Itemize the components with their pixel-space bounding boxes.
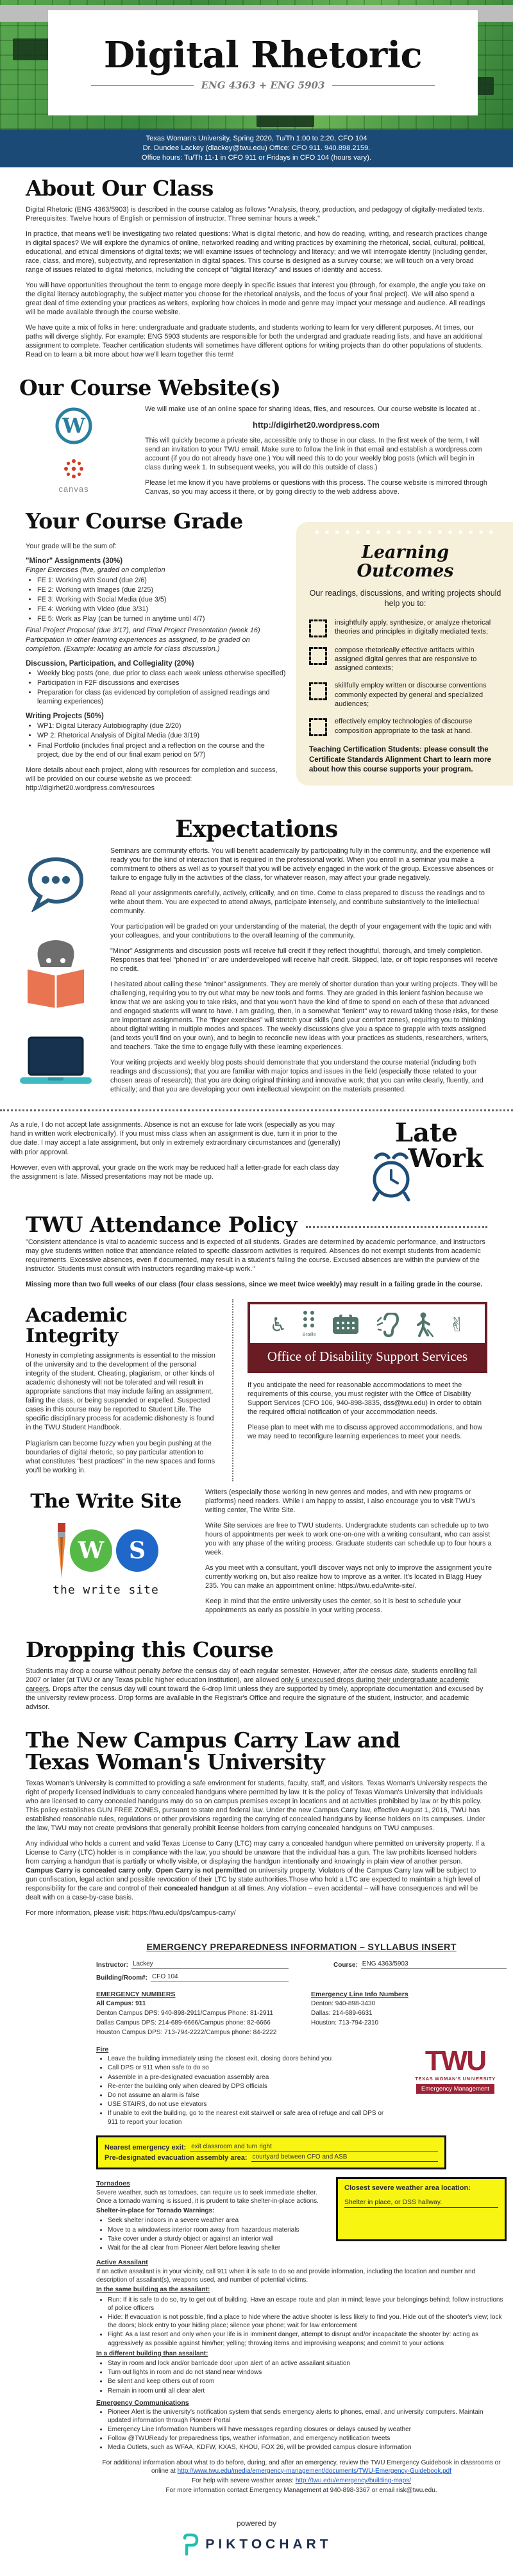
course-codes <box>91 80 435 91</box>
list-item: • Media Outlets, such as WFAA, KDFW, KXAS, KHOU, FOX 26, will be provided campus closure information <box>108 2443 507 2452</box>
instructor-contact-info: Dr. Dundee Lackey (dlackey@twu.edu) Office: CFO 911. 940.898.2159. <box>142 144 371 152</box>
dropping-text: the census day of each regular semester. However, <box>181 1667 344 1675</box>
list-item: • Call DPS or 911 when safe to do so <box>108 2064 395 2072</box>
different-building-list <box>108 2359 507 2395</box>
svg-text:W: W <box>62 414 85 439</box>
course-website-url[interactable]: http://digirhet20.wordpress.com <box>253 420 380 430</box>
reading-person-icon <box>22 939 89 1009</box>
tornado-section <box>96 2176 507 2255</box>
list-item: • FE 3: Working with Social Media (due 3/5) <box>37 595 287 604</box>
tornado-instructions-list <box>108 2216 326 2252</box>
odss-column <box>232 1299 487 1481</box>
campus-dps-number: Denton Campus DPS: 940-898-2911/Campus Phone: 81-2911 <box>96 2009 273 2017</box>
list-item: • FE 5: Work as Play (can be turned in anytime until 4/7) <box>37 614 287 623</box>
course-meeting-info: Texas Woman's University, Spring 2020, Tu/Th 1:00 to 2:20, CFO 104 <box>146 135 367 142</box>
list-item: • WP 2: Rhetorical Analysis of Digital Media (due 3/19) <box>37 731 287 740</box>
assembly-area-field[interactable]: courtyard between CFO and ASB <box>251 2153 438 2162</box>
braille-label: Braille <box>302 1331 316 1338</box>
piktochart-logo[interactable] <box>181 2533 332 2556</box>
list-item: • Follow @TWUReady for preparedness tips, weather information, and emergency notification tweets <box>108 2434 507 2443</box>
circuit-board-banner <box>0 0 513 130</box>
emergency-line-column <box>311 1987 507 2039</box>
canvas-icon <box>62 457 85 480</box>
attendance-section <box>0 1204 513 1297</box>
severe-weather-field[interactable]: Shelter in place, or DSS hallway. <box>344 2198 498 2208</box>
carry-text-bold: concealed handgun <box>164 1885 229 1893</box>
list-item: • Preparation for class (as evidenced by completion of assigned readings and learning experiences) <box>37 688 287 706</box>
write-site-heading: The Write Site <box>30 1490 181 1513</box>
emergency-line-number: Houston: 713-794-2310 <box>311 2019 379 2026</box>
about-paragraph: Digital Rhetoric (ENG 4363/5903) is described in the course catalog as follows "Analysis, theory, production, and pedagogy of digitally-mediated texts. Prerequisites: Twelve hours of English or permission of instructor. Three seminar hours a week." <box>26 205 485 223</box>
active-assailant-heading: Active Assailant <box>96 2259 148 2267</box>
learning-outcomes-card <box>296 522 513 786</box>
checkbox-icon <box>309 682 327 700</box>
odss-title: Office of Disability Support Services <box>250 1343 485 1370</box>
wordpress-icon <box>55 407 92 444</box>
active-assailant-section <box>96 2259 507 2395</box>
severe-weather-highlight-box <box>336 2177 507 2241</box>
list-item: • Emergency Line Information Numbers will have messages regarding closures or delays caused by weather <box>108 2425 507 2434</box>
list-item: • Wait for the all clear from Pioneer Alert before leaving shelter <box>108 2244 326 2252</box>
building-maps-link[interactable]: http://twu.edu/emergency/building-maps/ <box>295 2477 411 2485</box>
grade-section <box>0 504 513 805</box>
carry-text-bold: Campus Carry is concealed carry only <box>26 1867 152 1875</box>
course-info-bar <box>0 130 513 167</box>
instructor-label: Instructor: <box>96 1961 128 1969</box>
campus-dps-number: Houston Campus DPS: 713-794-2222/Campus phone: 84-2222 <box>96 2029 277 2037</box>
emergency-closing <box>96 2459 507 2495</box>
dotted-divider <box>306 1226 487 1228</box>
dropping-heading: Dropping this Course <box>26 1637 274 1662</box>
emergency-line-number: Denton: 940-898-3430 <box>311 1999 376 2007</box>
outcome-text: effectively employ technologies of discourse composition appropriate to the task at hand. <box>335 718 473 735</box>
emergency-insert <box>96 1942 507 2495</box>
grade-heading: Your Course Grade <box>26 509 243 534</box>
checkbox-icon <box>309 619 327 637</box>
different-building-subheading: In a different building than assailant: <box>96 2350 208 2357</box>
late-title-line2: Work <box>408 1143 484 1174</box>
emergency-numbers-heading: EMERGENCY NUMBERS <box>96 1990 176 1998</box>
website-paragraph: This will quickly become a private site, accessible only to those in our class. In the first week of the term, I will send an invitation to your TWU email. Make sure to follow the link in that email and establish a wordpress.com account (if you do not already have one.) You will need this to do your weekly blog posts (which will begin in class during week 1. In subsequent weeks, you will do this outside of class.) <box>145 437 482 472</box>
dropping-text-italic: after the census date, <box>343 1667 410 1675</box>
blind-person-cane-icon <box>414 1312 433 1338</box>
write-site-paragraph: As you meet with a consultant, you'll discover ways not only to improve the assignment you're currently working on, but also realize how to improve as a writer. It's located in Blagg Huey 235. You can make an appointment online: https://twu.edu/write-site/. <box>205 1563 492 1590</box>
about-heading: About Our Class <box>26 176 214 201</box>
list-item: • FE 4: Working with Video (due 3/31) <box>37 605 287 614</box>
assailant-intro: If an active assailant is in your vicinity, call 911 when it is safe to do so and provide information, including the location and number and description of assailant(s), weapons used, and number of potential victims. <box>96 2268 476 2284</box>
carry-paragraph: Texas Woman's University is committed to providing a safe environment for students, faculty, staff, and visitors. Texas Woman's University respects the right of properly licensed individuals to carry concealed handguns where permitted by law. It is the policy of Texas Woman's University that individuals who are licensed to carry concealed handguns may do so on campus premises except in locations and at activities prohibited by law or by this policy. This policy establishes GUN FREE ZONES, pursuant to state and federal law. Under the new Campus Carry law, effective August 1, 2016, TWU has established reasonable rules, regulations or other provisions regarding the carrying of concealed handguns by license holders on its campuses. Under the law, TWU may not create provisions that generally prohibit license holders from carrying concealed handguns on TWU campuses. <box>26 1780 487 1833</box>
list-item: • Run: If it is safe to do so, try to get out of building. Have an escape route and plan in mind; leave your belongings behind; follow instructions of police officers <box>108 2296 507 2312</box>
piktochart-wordmark: PIKTOCHART <box>205 2537 332 2552</box>
emergency-contact-line: For more information contact Emergency Management at 940-898-3367 or email risk@twu.edu. <box>165 2487 437 2495</box>
late-work-paragraph: However, even with approval, your grade on the work may be reduced half a letter-grade for each class day the assignment is late. Missed presentations may not be made up. <box>10 1163 339 1181</box>
braille-keyboard-icon <box>332 1315 360 1335</box>
about-paragraph: We have quite a mix of folks in here: undergraduate and graduate students, and students working to learn for very different purposes. At times, our paths will diverge slightly. For example: ENG 5903 students are responsible for both the undergrad and graduate reading lists, and have an additional assignment to complete. Teacher certification students will sometimes have different options for writing projects than do other populations of students. Read on to learn a bit more about how we'll learn together this term! <box>26 324 484 359</box>
write-site-paragraph: Write Site services are free to TWU students. Undergradute students can schedule up to two hours of appointments per week to work one-on-one with a writing consultant, who can assist you with any phase of the writing process. Graduate students can schedule up to four hours a week. <box>205 1521 492 1556</box>
tornadoes-heading: Tornadoes <box>96 2179 130 2187</box>
dropping-text: . Drops after the census day will count toward the 6-drop limit unless they are supported by timely, appropriate documentation and excused by the university review process. Drop forms are available in the Registrar's Office and require the signature of the student, instructor, and academic advisor. <box>26 1685 484 1711</box>
late-work-section <box>0 1111 513 1204</box>
list-item: • Final Portfolio (includes final project and a reflection on the course and the project, due by the end of our final exam period on 5/7) <box>37 741 287 759</box>
accessibility-icons-band <box>250 1304 485 1343</box>
carry-paragraph <box>26 1839 487 1902</box>
outcomes-title-line1: Learning <box>361 543 450 563</box>
outcomes-title-line2: Outcomes <box>357 560 454 581</box>
late-title-line1: Late <box>395 1118 458 1149</box>
writing-projects-heading: Writing Projects (50%) <box>26 712 104 721</box>
list-item: • Fight: As a last resort and only when your life is in imminent danger, attempt to disrupt and/or incapacitate the shooter by: acting as aggressively as possible against him/her; yelling; throwing items and improvising weapons; and commit to your actions <box>108 2330 507 2347</box>
dropping-section <box>0 1621 513 1719</box>
instructor-field[interactable]: Lackey <box>131 1960 289 1969</box>
outcome-item <box>309 717 501 736</box>
list-item: • Take cover under a sturdy object or against an interior wall <box>108 2235 326 2243</box>
list-item: • Turn out lights in room and do not stand near windows <box>108 2368 507 2377</box>
list-item: • Hide: If evacuation is not possible, find a place to hide where the active shooter is less likely to find you. Hide out of the shooter's view; lock the doors; block entry to your hiding place; silence your phone; wait for law enforcement <box>108 2313 507 2330</box>
list-item: • WP1: Digital Literacy Autobiography (due 2/20) <box>37 721 287 730</box>
carry-link-line <box>26 1908 487 1917</box>
divider <box>332 85 435 86</box>
evacuation-highlight-box <box>96 2135 446 2169</box>
expectations-paragraph: Your participation will be graded on your understanding of the material, the depth of your engagement with the topic and with your colleagues, and your contributions to the overall learning of the community. <box>110 922 491 939</box>
website-icons-column <box>19 405 128 503</box>
shelter-in-place-subheading: Shelter-in-place for Tornado Warnings: <box>96 2207 215 2215</box>
attendance-quote: "Consistent attendance is vital to academic success and is expected of all students. Grades are determined by academic performance, and instructors may give students written notice that attendance related to specific classroom activities is required. Absences do not exempt students from academic requirements. Excessive absences, even if documented, may result in a student's failing the course. Excused absences are within the purview of the instructor. Students must consult with instructors regarding make-up work." <box>26 1238 485 1274</box>
write-site-w-badge: W <box>70 1529 112 1572</box>
checkbox-icon <box>309 718 327 736</box>
carry-heading-line1: The New Campus Carry Law and <box>26 1727 400 1753</box>
course-label: Course: <box>333 1961 358 1969</box>
alarm-clock-icon <box>366 1150 416 1204</box>
expectations-paragraph: I hesitated about calling these “minor” assignments. They are merely of shorter duration than your writing projects. They will be challenging, requiring you to try out what may be new tools and forms. They are graded in this lenient fashion because we know that we are asking you to take risks, and that you won't have the kind of time to spend on each of these that advanced and engaged students will want to have. I am grading, then, in a somewhat "lenient" way to reward taking those risks, for these are important assignments. The “finger exercises” will stretch your skills (and your comfort zones), requiring you to thinking about digital writing in multiple modes and spaces. The weekly discussions give you a space to grapple with texts assigned (and texts you'll find on your own), and to begin to reconcile new ideas with your practices as students, researchers, writers, and teachers. Take the time to engage fully with these learning experiences. <box>110 981 498 1052</box>
carry-text: at all times. Any violation – even accidental – will have consequences and will be dealt with on a case-by-case basis. <box>26 1885 478 1902</box>
carry-text: on university property. Violators of the Campus Carry law will be subject to gun confiscation, legal action and possible revocation of their LTC by state authorities.Those who hold a LTC are expected to maintain a high level of responsibility for the care and control of their <box>26 1867 481 1893</box>
dropping-text: Students may drop a course without penalty <box>26 1667 163 1675</box>
finger-exercise-list <box>37 576 287 623</box>
write-site-paragraph: Writers (especially those working in new genres and modes, and with new programs or platforms) need readers. While I am happy to assist, I also encourage you to visit TWU's writing center, The Write Site. <box>205 1488 476 1514</box>
odss-paragraph: Please plan to meet with me to discuss approved accommodations, and how we may need to reconfigure learning experiences to meet your needs. <box>248 1424 483 1441</box>
footer <box>0 2496 513 2576</box>
emergency-line-heading: Emergency Line Info Numbers <box>311 1990 408 1998</box>
emergency-line-number: Dallas: 214-689-6631 <box>311 2009 373 2017</box>
fire-section <box>96 2042 507 2129</box>
assembly-area-label: Pre-designated evacuation assembly area: <box>105 2153 248 2162</box>
braille-icon <box>303 1311 316 1339</box>
twu-logo-abbr: TWU <box>425 2045 486 2077</box>
nearest-exit-field[interactable]: exit classroom and turn right <box>190 2143 438 2151</box>
final-project-note: Final Project Proposal (due 3/17), and Final Project Presentation (week 16) <box>26 627 260 635</box>
certification-note: Teaching Certification Students: please consult the Certificate Standards Alignment Chart to learn more about how this course supports your program. <box>309 746 491 774</box>
carry-text-bold: Open Carry is not permitted <box>155 1867 248 1875</box>
expectations-paragraph: "Minor" Assignments and discussion posts will receive full credit if they reflect thoughtful, thorough, and timely completion. Responses that feel "phoned in" or are underdeveloped will receive half credit. Skipped, late, or off topic responses will receive no credit. <box>110 947 498 973</box>
odss-box <box>248 1302 487 1373</box>
outcome-text: skillfully employ written or discourse conventions commonly expected by general and specialized audiences; <box>335 682 487 708</box>
discussion-heading: Discussion, Participation, and Collegiality (20%) <box>26 660 194 668</box>
weather-maps-text: For help with severe weather areas: <box>192 2477 296 2485</box>
about-paragraph: In practice, that means we'll be investigating two related questions: What is digital rhetoric, and how do reading, writing, and research practices change in digital spaces? We will explore the dynamics of online, networked reading and writing practices by examining the rhetorical, social, cultural, political, educational, and ethical dimensions of digital texts; we will examine issues of technology and literacy; and we will interrogate identity (including gender, race, class, and more), subjectivity, and representation in digital spaces. This course is designed as a survey course; we will touch on a very broad range of issues related to digital rhetorics, including the concept of "digital literacy" and issues of identity and access. <box>26 230 487 274</box>
outcome-item <box>309 681 501 709</box>
title-card <box>48 10 478 115</box>
list-item: • Remain in room until all clear alert <box>108 2387 507 2395</box>
writing-projects-list <box>37 721 287 759</box>
carry-heading-line2: Texas Woman's University <box>26 1749 325 1775</box>
severe-weather-label: Closest severe weather area location: <box>344 2184 471 2192</box>
list-item: • Re-enter the building only when cleared by DPS officials <box>108 2082 395 2091</box>
list-item: • Move to a windowless interior room away from hazardous materials <box>108 2226 326 2234</box>
website-paragraph: Please let me know if you have problems or questions with this process. The course website is mirrored through Canvas, so you may access it there, or by going directly to the web address above. <box>145 479 487 496</box>
communications-heading: Emergency Communications <box>96 2398 189 2407</box>
dropping-text: students enrolling fall 2007 or later (at TWU or any Texas public higher education institution), are allowed <box>26 1667 477 1684</box>
speech-bubble-icon <box>25 855 87 912</box>
about-paragraph: You will have opportunities throughout the term to engage more deeply in specific issues that interest you (through, for example, the angle you take on the digital literacy autobiography, the subject matter you choose for the rhetorical analysis, and the focus of your final project). We will also spend a great deal of time extending your practices as writers, exploring how choices in mode and genre may impact your message and audience. All readings will be made available through the course website. <box>26 282 485 317</box>
twu-logo-name: TEXAS WOMAN'S UNIVERSITY <box>415 2075 496 2082</box>
odss-paragraph: If you anticipate the need for reasonable accommodations to meet the requirements of this course, you must register with the Office of Disability Support Services (CFO 106, 940-898-3835, dss@twu.edu) in order to obtain the required official notification of your accommodation needs. <box>248 1381 482 1417</box>
minor-assignments-heading: "Minor" Assignments (30%) <box>26 557 123 565</box>
website-section <box>0 367 513 504</box>
list-item: • FE 1: Working with Sound (due 2/6) <box>37 576 287 585</box>
fire-instructions-list <box>108 2055 395 2126</box>
list-item: • Stay in room and lock and/or barricade door upon alert of an active assailant situation <box>108 2359 507 2368</box>
same-building-subheading: In the same building as the assailant: <box>96 2286 210 2294</box>
attendance-heading: TWU Attendance Policy <box>26 1212 298 1238</box>
wheelchair-icon: ♿ <box>269 1313 287 1336</box>
decorative-dots <box>312 530 499 535</box>
grade-intro: Your grade will be the sum of: <box>26 542 117 550</box>
list-item: • Be silent and keep others out of room <box>108 2377 507 2386</box>
academic-integrity-section <box>0 1297 513 1481</box>
laptop-icon <box>17 1036 94 1088</box>
dropping-text-italic: before <box>162 1667 182 1675</box>
carry-link-prefix: For more information, please visit: <box>26 1909 132 1917</box>
canvas-logo <box>58 457 88 494</box>
late-work-paragraph: As a rule, I do not accept late assignments. Absence is not an excuse for late work (especially as you may hand in written work electronically). If you must miss class when an assignment is due, turn it in prior to the due date. I may accept a late assignment, but only in extremely extraordinary circumstances and (generally) with prior approval. <box>10 1121 341 1156</box>
list-item: • Assemble in a pre-designated evacuation assembly area <box>108 2073 395 2082</box>
dropping-paragraph <box>26 1667 487 1712</box>
campus-carry-section <box>0 1719 513 1926</box>
course-codes-label: ENG 4363 + ENG 5903 <box>201 80 325 91</box>
outcome-text: insightfully apply, synthesize, or analyze rhetorical theories and principles in digitally mediated texts; <box>335 618 491 636</box>
list-item: • Pioneer Alert is the university's notification system that sends emergency alerts to phones, email, and university computers. Maintain updated information through Pioneer Portal <box>108 2408 507 2425</box>
website-intro: We will make use of an online space for sharing ideas, files, and resources. Our course website is located at . <box>145 405 480 414</box>
outcome-item <box>309 618 501 637</box>
building-label: Building/Room#: <box>96 1974 147 1982</box>
list-item: • Participation in F2F discussions and exercises <box>37 678 287 687</box>
list-item: • Seek shelter indoors in a severe weather area <box>108 2216 326 2225</box>
fire-heading: Fire <box>96 2046 109 2054</box>
powered-by-label: powered by <box>236 2519 277 2529</box>
website-heading: Our Course Website(s) <box>19 375 281 401</box>
attendance-warning: Missing more than two full weeks of our class (four class sessions, since we meet twice weekly) may result in a failing grade in the course. <box>26 1281 483 1289</box>
emergency-numbers-column <box>96 1987 292 2039</box>
all-campus-number: All Campus: 911 <box>96 1999 146 2007</box>
write-site-logo-text: the write site <box>53 1583 159 1597</box>
checkbox-icon <box>309 647 327 665</box>
outcomes-title <box>309 544 501 580</box>
participation-note: Participation in other learning experiences as assigned, to be graded on completion. (Example: locating an article for class discussion.) <box>26 636 250 653</box>
write-site-paragraph: Keep in mind that the entire university uses the center, so it is best to schedule your appointments as early as possible in your writing process. <box>205 1597 462 1614</box>
dropping-text-underline: only 6 unexcused drops during their undergraduate academic careers <box>26 1676 469 1693</box>
integrity-heading: Academic Integrity <box>26 1304 128 1347</box>
nearest-exit-label: Nearest emergency exit: <box>105 2143 187 2151</box>
list-item: • Do not assume an alarm is false <box>108 2091 395 2100</box>
outcome-item <box>309 646 501 673</box>
twu-emergency-management-badge: Emergency Management <box>416 2084 494 2094</box>
piktochart-icon <box>181 2533 199 2556</box>
emergency-guidebook-link[interactable]: http://www.twu.edu/media/emergency-management/documents/TWU-Emergency-Guidebook.pdf <box>177 2467 451 2475</box>
page-title: Digital Rhetoric <box>103 34 423 76</box>
campus-dps-number: Dallas Campus DPS: 214-689-6666/Campus phone: 82-6666 <box>96 2019 271 2026</box>
list-item: • USE STAIRS, do not use elevators <box>108 2100 395 2109</box>
building-field[interactable]: CFO 104 <box>151 1973 289 1982</box>
outcome-text: compose rhetorically effective artifacts within assigned digital genres that are responsive to assigned contexts; <box>335 646 477 673</box>
emergency-communications-section <box>96 2399 507 2452</box>
sign-language-icon: ✌ <box>449 1313 466 1336</box>
write-site-s-badge: S <box>116 1529 158 1572</box>
same-building-list <box>108 2296 507 2348</box>
office-hours-info: Office hours: Tu/Th 11-1 in CFO 911 or Fridays in CFO 104 (hours vary). <box>141 153 372 162</box>
write-site-logo <box>19 1522 192 1579</box>
list-item: • Weekly blog posts (one, due prior to class each week unless otherwise specified) <box>37 669 287 678</box>
list-item: • FE 2: Working with Images (due 2/25) <box>37 585 287 594</box>
campus-carry-link[interactable]: https://twu.edu/dps/campus-carry/ <box>131 1909 236 1917</box>
expectations-paragraph: Your writing projects and weekly blog posts should demonstrate that you understand the course material (including both readings and discussions); that you are familiar with major topics and issues in the field (especially those related to your chosen areas of research); that you are doing original thinking and innovative work; that you can write clearly, fluently, and ethically; and that you are developing your own intellectual viewpoint on the materials presented. <box>110 1059 484 1094</box>
circuit-chip-decoration <box>13 38 51 60</box>
integrity-paragraph: Honesty in completing assignments is essential to the mission of the university and to the development of the personal integrity of the student. Cheating, plagiarism, or other kinds of academic dishonesty will not be tolerated and will result in appropriate sanctions that may include failing an assignment, failing the class, or being suspended or expelled. Suspected cases in this course may be reported to Student Life. The specific disciplinary process for academic dishonesty is found in the TWU Student Handbook. <box>26 1352 215 1432</box>
expectations-section <box>0 816 513 1104</box>
carry-text: Any individual who holds a current and valid Texas License to Carry (LTC) may carry a concealed handgun where permitted on university property. If a License to Carry (LTC) holder is in compliance with the law, you should be unaware that the individual has a gun. The law prohibits licensed holders from carrying a handgun that is partially or wholly visible, or displaying the handgun intentionally and knowingly in plain view of another person. <box>26 1840 485 1866</box>
expectations-icons-column <box>14 846 97 1101</box>
integrity-paragraph: Plagiarism can become fuzzy when you begin pushing at the boundaries of digital rhetoric, so pay particular attention to what constitutes "best practices" in the new spaces and forms you'll be working in. <box>26 1439 215 1474</box>
about-section <box>0 167 513 367</box>
pencil-icon <box>53 1522 70 1579</box>
circuit-chip-decoration <box>256 114 314 127</box>
carry-text: . <box>151 1867 156 1875</box>
write-site-section <box>0 1481 513 1621</box>
communications-list <box>108 2408 507 2452</box>
canvas-label: canvas <box>58 484 89 494</box>
hearing-icon <box>376 1313 399 1337</box>
finger-exercises-note: Finger Exercises (five, graded on completion <box>26 566 165 574</box>
expectations-paragraph: Seminars are community efforts. You will benefit academically by participating fully in the community, and the experience will ready you for the kind of interaction that is required in the professional world. When you enroll in a seminar you make a commitment to others as well as to yourself that you will be actively engaged in the work of the group. Excessive absences or failure to engage fully in the activities of the class, for whatever reason, may affect your grade negatively. <box>110 846 494 882</box>
tornado-intro: Severe weather, such as tornadoes, can require us to seek immediate shelter. Once a tornado warning is issued, it is prudent to take shelter-in-place actions. <box>96 2189 319 2205</box>
grade-more-details: More details about each project, along with resources for completion and success, will be provided on our course website as we proceed: http://digirhet20.wordpress.com/resources <box>26 766 278 792</box>
emergency-title: EMERGENCY PREPAREDNESS INFORMATION – SYLLABUS INSERT <box>146 1942 457 1953</box>
discussion-list <box>37 669 287 706</box>
guidebook-text: For additional information about what to do before, during, and after an emergency, review the TWU Emergency Guidebook in classrooms or online at <box>102 2459 501 2475</box>
twu-emergency-logo <box>404 2042 507 2129</box>
divider <box>91 85 194 86</box>
list-item: • Leave the building immediately using the closest exit, closing doors behind you <box>108 2055 395 2063</box>
expectations-heading: Expectations <box>175 815 338 843</box>
list-item: • If unable to exit the building, go to the nearest exit stairwell or safe area of refuge and call DPS or 911 to report your location <box>108 2109 395 2126</box>
course-field[interactable]: ENG 4363/5903 <box>361 1960 507 1969</box>
outcomes-intro: Our readings, discussions, and writing projects should help you to: <box>309 589 501 609</box>
expectations-paragraph: Read all your assignments carefully, actively, critically, and on time. Come to class prepared to discuss the readings and to write about them. You are expected to attend always, participate intensely, and contribute substantively to the intellectual community. <box>110 889 485 915</box>
